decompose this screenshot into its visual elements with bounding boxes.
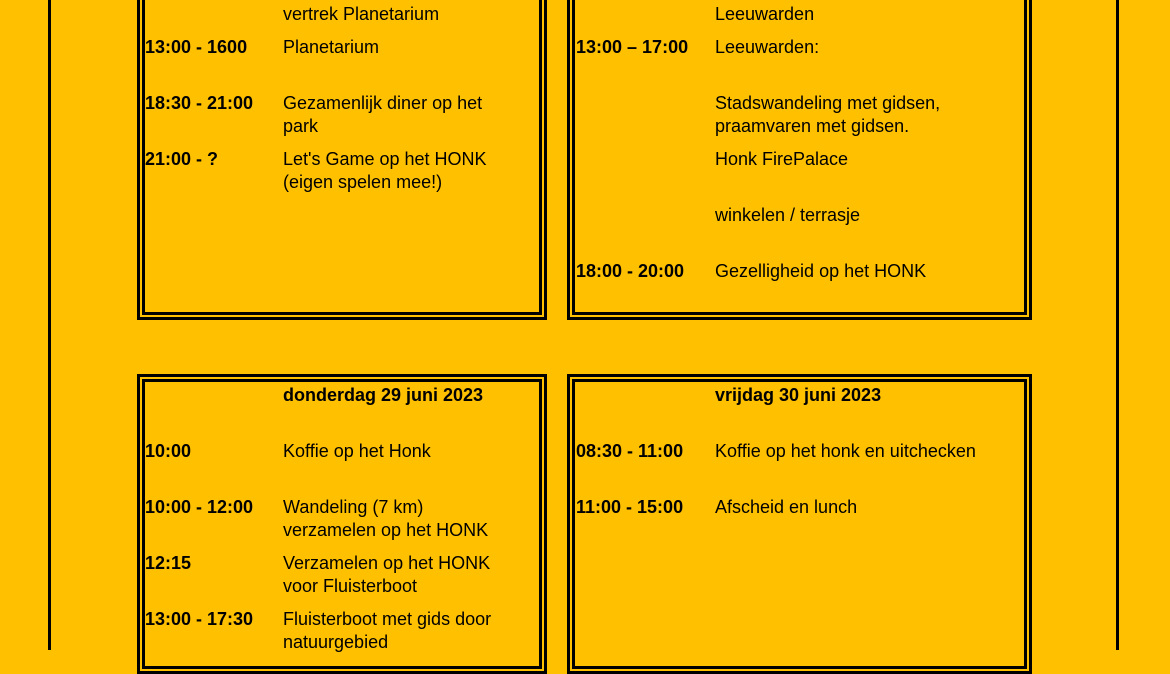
time-slot: 12:15: [145, 553, 192, 573]
activity-text: Wandeling (7 km): [283, 497, 424, 517]
time-slot: 08:30 - 11:00: [576, 441, 684, 461]
activity-text: (eigen spelen mee!): [283, 172, 443, 192]
activity-text: Afscheid en lunch: [715, 497, 858, 517]
activity-text: voor Fluisterboot: [283, 576, 418, 596]
schedule-panel-friday: [567, 374, 1032, 674]
time-slot: 10:00 - 12:00: [145, 497, 254, 517]
activity-text: Leeuwarden:: [715, 37, 820, 57]
day-heading: donderdag 29 juni 2023: [283, 385, 484, 405]
activity-text: Fluisterboot met gids door: [283, 609, 492, 629]
activity-text: Koffie op het Honk: [283, 441, 431, 461]
activity-text: Planetarium: [283, 37, 380, 57]
activity-text: Leeuwarden: [715, 4, 815, 24]
time-slot: 13:00 - 17:30: [145, 609, 254, 629]
activity-text: vertrek Planetarium: [283, 4, 440, 24]
activity-text: Stadswandeling met gidsen,: [715, 93, 941, 113]
activity-text: park: [283, 116, 319, 136]
time-slot: 11:00 - 15:00: [576, 497, 684, 517]
activity-text: Koffie op het honk en uitchecken: [715, 441, 976, 461]
time-slot: 18:00 - 20:00: [576, 261, 685, 281]
activity-text: Verzamelen op het HONK: [283, 553, 491, 573]
activity-text: verzamelen op het HONK: [283, 520, 489, 540]
activity-text: natuurgebied: [283, 632, 389, 652]
activity-text: Gezamenlijk diner op het: [283, 93, 483, 113]
activity-text: Gezelligheid op het HONK: [715, 261, 927, 281]
activity-text: praamvaren met gidsen.: [715, 116, 910, 136]
time-slot: 13:00 – 17:00: [576, 37, 689, 57]
day-heading: vrijdag 30 juni 2023: [715, 385, 882, 405]
activity-text: Honk FirePalace: [715, 149, 849, 169]
time-slot: 21:00 - ?: [145, 149, 219, 169]
activity-text: winkelen / terrasje: [715, 205, 861, 225]
page-border-right: [1116, 0, 1119, 650]
time-slot: 18:30 - 21:00: [145, 93, 254, 113]
time-slot: 13:00 - 1600: [145, 37, 248, 57]
page-border-left: [48, 0, 51, 650]
time-slot: 10:00: [145, 441, 192, 461]
activity-text: Let's Game op het HONK: [283, 149, 487, 169]
